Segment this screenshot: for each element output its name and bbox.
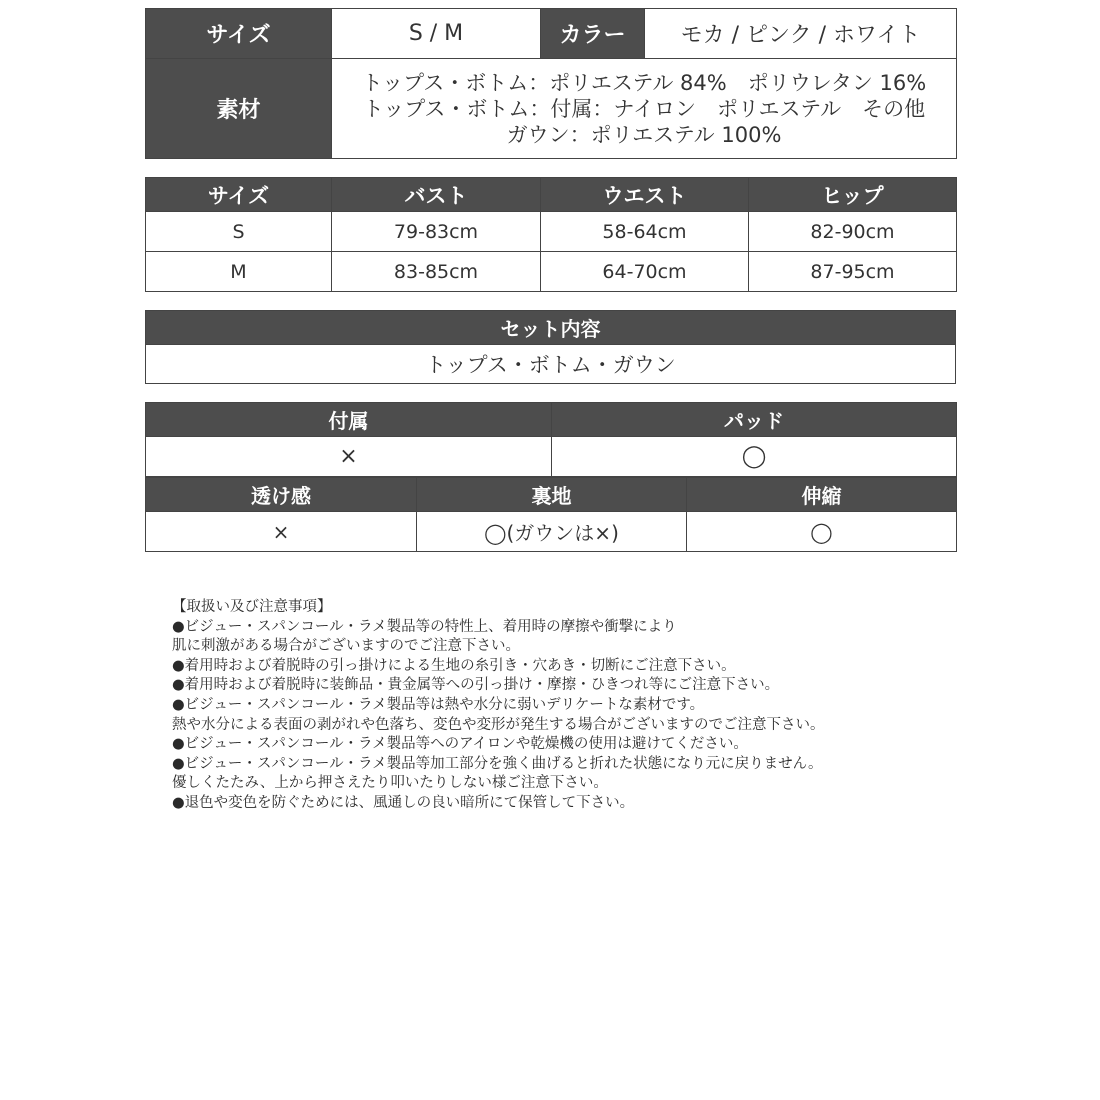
features-table — [145, 477, 957, 552]
set-contents-value: トップス・ボトム・ガウン — [146, 345, 956, 384]
set-contents-table — [145, 310, 956, 384]
size-chart-header-waist: ウエスト — [541, 178, 749, 212]
pad-value: ◯ — [552, 437, 957, 477]
accessories-header: 付属 — [146, 403, 552, 437]
lining-value: ◯(ガウンは×) — [417, 512, 687, 552]
bust-cell: 83-85cm — [332, 252, 541, 292]
waist-cell: 58-64cm — [541, 212, 749, 252]
set-contents-header-row — [146, 311, 956, 345]
size-cell: M — [146, 252, 332, 292]
size-chart-header-row — [146, 178, 957, 212]
care-note-line: ●着用時および着脱時の引っ掛けによる生地の糸引き・穴あき・切断にご注意下さい。 — [172, 657, 736, 674]
size-label: サイズ — [146, 9, 332, 59]
color-label: カラー — [541, 9, 645, 59]
care-note-line: ●ビジュー・スパンコール・ラメ製品等加工部分を強く曲げると折れた状態になり元に戻りません。 — [172, 755, 823, 772]
features-header-row — [146, 478, 957, 512]
care-note-line: ●着用時および着脱時に装飾品・貴金属等への引っ掛け・摩擦・ひきつれ等にご注意下さい。 — [172, 677, 780, 694]
color-value: モカ / ピンク / ホワイト — [645, 9, 957, 59]
spec-row-size-color — [146, 9, 957, 59]
accessories-header-row — [146, 403, 957, 437]
size-chart-header-size: サイズ — [146, 178, 332, 212]
lining-header: 裏地 — [417, 478, 687, 512]
care-notes-title: 【取扱い及び注意事項】 — [172, 599, 332, 615]
set-contents-value-row — [146, 345, 956, 384]
table-row — [146, 252, 957, 292]
bust-cell: 79-83cm — [332, 212, 541, 252]
spec-table — [145, 8, 957, 159]
material-value — [332, 59, 957, 159]
sheerness-value: × — [146, 512, 417, 552]
care-note-line: ●ビジュー・スパンコール・ラメ製品等へのアイロンや乾燥機の使用は避けてください。 — [172, 736, 748, 753]
accessories-value: × — [146, 437, 552, 477]
table-row — [146, 212, 957, 252]
size-cell: S — [146, 212, 332, 252]
size-value: S / M — [332, 9, 541, 59]
set-contents-header: セット内容 — [146, 311, 956, 345]
material-label: 素材 — [146, 59, 332, 159]
material-line: ガウン：ポリエステル 100% — [506, 122, 782, 147]
size-chart-header-hip: ヒップ — [749, 178, 957, 212]
care-note-line: ●退色や変色を防ぐためには、風通しの良い暗所にて保管して下さい。 — [172, 794, 635, 811]
material-line: トップス・ボトム：付属：ナイロン ポリエステル その他 — [362, 96, 926, 121]
care-note-line: 肌に刺激がある場合がございますのでご注意下さい。 — [172, 638, 520, 655]
care-notes — [172, 598, 952, 814]
hip-cell: 87-95cm — [749, 252, 957, 292]
accessories-value-row — [146, 437, 957, 477]
care-note-line: ●ビジュー・スパンコール・ラメ製品等の特性上、着用時の摩擦や衝撃により — [172, 618, 677, 635]
pad-header: パッド — [552, 403, 957, 437]
accessories-table — [145, 402, 957, 477]
care-note-line: 優しくたたみ、上から押さえたり叩いたりしない様ご注意下さい。 — [172, 775, 608, 792]
sheerness-header: 透け感 — [146, 478, 417, 512]
care-note-line: 熱や水分による表面の剥がれや色落ち、変色や変形が発生する場合がございますのでご注意下さい。 — [172, 716, 825, 733]
spec-row-material — [146, 59, 957, 159]
care-note-line: ●ビジュー・スパンコール・ラメ製品等は熱や水分に弱いデリケートな素材です。 — [172, 696, 705, 713]
hip-cell: 82-90cm — [749, 212, 957, 252]
stretch-value: ◯ — [687, 512, 957, 552]
stretch-header: 伸縮 — [687, 478, 957, 512]
size-chart-header-bust: バスト — [332, 178, 541, 212]
size-chart-table — [145, 177, 957, 292]
material-line: トップス・ボトム：ポリエステル 84% ポリウレタン 16% — [361, 70, 927, 95]
waist-cell: 64-70cm — [541, 252, 749, 292]
features-value-row — [146, 512, 957, 552]
